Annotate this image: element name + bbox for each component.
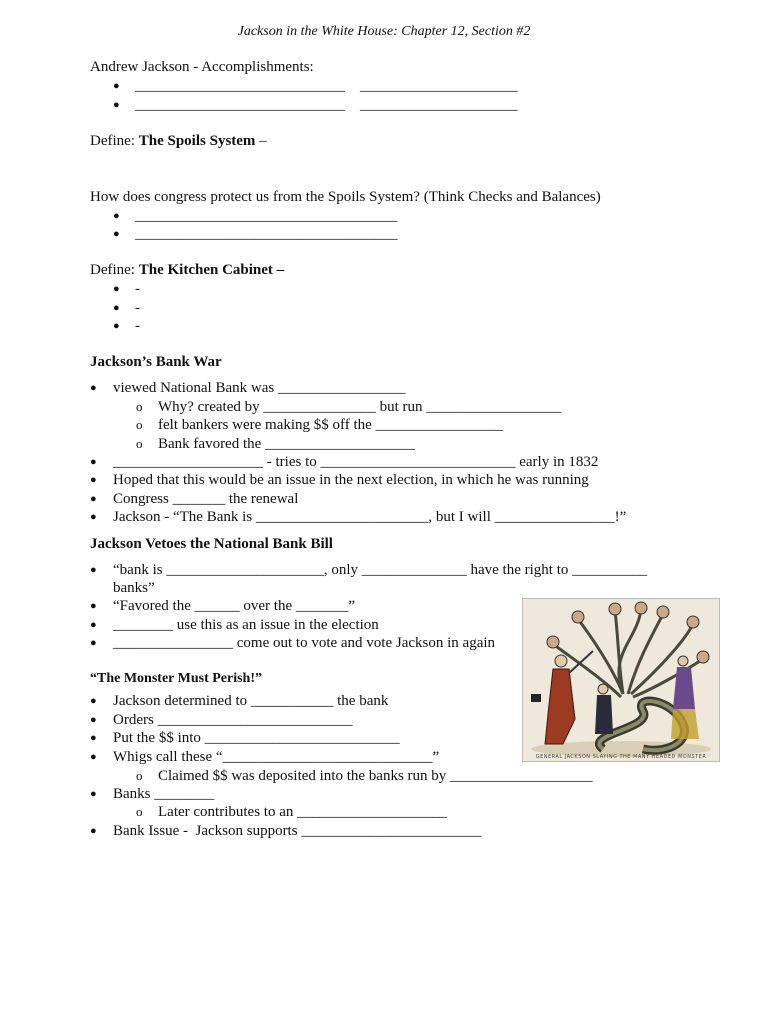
cartoon-caption: GENERAL JACKSON SLAYING THE MANY HEADED MONSTER (535, 754, 707, 760)
accomplishment-blank: ____________________________ _____________________ (135, 97, 518, 113)
bullet-icon: ● (90, 637, 97, 649)
bullet-icon: ● (113, 210, 120, 222)
bullet-icon: ● (90, 732, 97, 744)
bullet-icon: ● (113, 228, 120, 240)
political-cartoon-image (522, 598, 720, 762)
vetoes-item: “Favored the ______ over the _______” (113, 598, 356, 614)
monster-item: Put the $$ into __________________________ (113, 730, 400, 746)
monster-subitem: Claimed $$ was deposited into the banks run by ___________________ (158, 768, 593, 784)
kitchen-item: - (135, 300, 140, 316)
bank-war-item: ____________________ - tries to __________________________ early in 1832 (113, 454, 599, 470)
bank-war-heading: Jackson’s Bank War (90, 354, 222, 370)
cartoon-illustration (523, 599, 719, 761)
bullet-icon: ● (90, 619, 97, 631)
accomplishments-label: Andrew Jackson - Accomplishments: (90, 59, 314, 75)
bullet-icon: ● (90, 564, 97, 576)
monster-item: Whigs call these “____________________________” (113, 749, 440, 765)
congress-blank: ___________________________________ (135, 208, 398, 224)
vetoes-item: ________________ come out to vote and vote Jackson in again (113, 635, 496, 651)
bullet-icon: ● (90, 600, 97, 612)
kitchen-definition (90, 261, 284, 279)
accomplishment-blank: ____________________________ _____________________ (135, 78, 518, 94)
sub-bullet-icon: o (136, 399, 143, 414)
bullet-icon: ● (90, 474, 97, 486)
bullet-icon: ● (90, 825, 97, 837)
bullet-icon: ● (90, 382, 97, 394)
define-prefix: Define: (90, 133, 139, 149)
bullet-icon: ● (90, 788, 97, 800)
monster-subitem: Later contributes to an ____________________ (158, 804, 448, 820)
bullet-icon: ● (90, 714, 97, 726)
bullet-icon: ● (113, 283, 120, 295)
kitchen-item: - (135, 281, 140, 297)
vetoes-item-continued: banks” (113, 580, 155, 596)
vetoes-item: ________ use this as an issue in the election (113, 617, 379, 633)
vetoes-heading: Jackson Vetoes the National Bank Bill (90, 536, 333, 552)
congress-blank: ___________________________________ (135, 226, 398, 242)
congress-question: How does congress protect us from the Spoils System? (Think Checks and Balances) (90, 189, 601, 205)
bank-war-subitem: felt bankers were making $$ off the _________________ (158, 417, 504, 433)
bullet-icon: ● (90, 493, 97, 505)
monster-heading: “The Monster Must Perish!” (90, 671, 262, 686)
define-prefix: Define: (90, 262, 139, 278)
bullet-icon: ● (90, 456, 97, 468)
spoils-definition (90, 132, 267, 150)
bullet-icon: ● (90, 511, 97, 523)
page-title: Jackson in the White House: Chapter 12, Section #2 (237, 24, 531, 39)
monster-item: Jackson determined to ___________ the bank (113, 693, 389, 709)
bank-war-subitem: Bank favored the ____________________ (158, 436, 416, 452)
define-suffix: – (255, 133, 267, 149)
bullet-icon: ● (113, 302, 120, 314)
bullet-icon: ● (113, 99, 120, 111)
bullet-icon: ● (113, 320, 120, 332)
monster-item: Orders __________________________ (113, 712, 353, 728)
kitchen-term: The Kitchen Cabinet – (138, 262, 285, 278)
sub-bullet-icon: o (136, 804, 143, 819)
bank-war-subitem: Why? created by _______________ but run __________________ (158, 399, 562, 415)
bullet-icon: ● (90, 695, 97, 707)
bank-war-item: viewed National Bank was _________________ (113, 380, 406, 396)
bank-war-item: Jackson - “The Bank is _______________________, but I will ________________!” (113, 509, 627, 525)
kitchen-item: - (135, 318, 140, 334)
vetoes-item: “bank is _____________________, only ______________ have the right to __________ (113, 562, 648, 578)
sub-bullet-icon: o (136, 436, 143, 451)
bank-war-item: Hoped that this would be an issue in the next election, in which he was running (113, 472, 589, 488)
sub-bullet-icon: o (136, 768, 143, 783)
bullet-icon: ● (90, 751, 97, 763)
spoils-term: The Spoils System (138, 133, 256, 149)
monster-item: Banks ________ (113, 786, 215, 802)
bank-war-item: Congress _______ the renewal (113, 491, 299, 507)
bullet-icon: ● (113, 80, 120, 92)
sub-bullet-icon: o (136, 417, 143, 432)
monster-item: Bank Issue - Jackson supports ________________________ (113, 823, 482, 839)
